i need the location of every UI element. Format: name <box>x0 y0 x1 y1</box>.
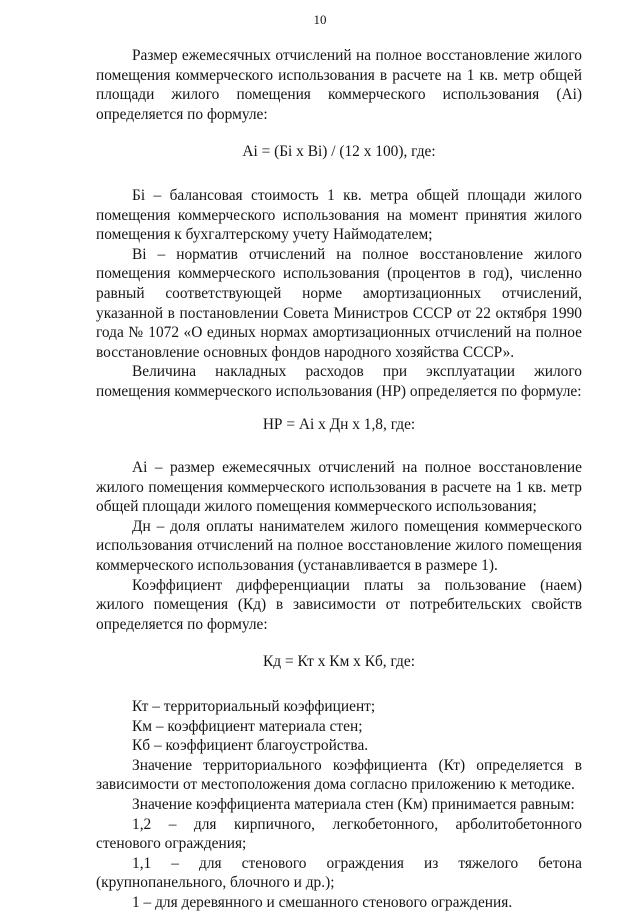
paragraph: Км – коэффициент материала стен; <box>132 717 363 735</box>
paragraph: Дн – доля оплаты нанимателем жилого помещения коммерческого использования отчислений на полное восстановление жилого помещения коммерческого использования (устанавливается в размере 1). <box>96 517 582 575</box>
paragraph: Кб – коэффициент благоустройства. <box>132 737 369 755</box>
paragraph: 1 – для деревянного и смешанного стенового ограждения. <box>132 893 513 911</box>
paragraph: Вi – норматив отчислений на полное восстановление жилого помещения коммерческого использования (процентов в год), численно равный соответствующей норме амортизационных отчислений, указанной в постановлении Совета Министров СССР от 22 октября 1990 года № 1072 «О единых нормах амортизационных отчислений на полное восстановление основных фондов народного хозяйства СССР». <box>96 245 582 361</box>
formula-kd: Кд = Кт х Км х Кб, где: <box>263 653 415 671</box>
paragraph: 1,2 – для кирпичного, легкобетонного, арболитобетонного стенового ограждения; <box>96 815 582 853</box>
paragraph: 1,1 – для стенового ограждения из тяжелого бетона (крупнопанельного, блочного и др.); <box>96 854 582 892</box>
page-number: 10 <box>313 12 327 27</box>
paragraph: Значение коэффициента материала стен (Км) принимается равным: <box>132 796 575 813</box>
paragraph: Значение территориального коэффициента (Кт) определяется в зависимости от местоположения дома согласно приложению к методике. <box>96 756 582 794</box>
paragraph: Аi – размер ежемесячных отчислений на полное восстановление жилого помещения коммерческого использования в расчете на 1 кв. метр общей площади жилого помещения коммерческого использования; <box>96 459 582 516</box>
paragraph: Коэффициент дифференциации платы за пользование (наем) жилого помещения (Кд) в зависимости от потребительских свойств определяется по формуле: <box>96 576 582 633</box>
document-body <box>96 46 582 913</box>
paragraph: Кт – территориальный коэффициент; <box>132 698 376 716</box>
paragraph: Величина накладных расходов при эксплуатации жилого помещения коммерческого использования (НР) определяется по формуле: <box>96 363 582 400</box>
paragraph: Бi – балансовая стоимость 1 кв. метра общей площади жилого помещения коммерческого использования на момент принятия жилого помещения к бухгалтерскому учету Наймодателем; <box>96 186 582 244</box>
formula-hp: НР = Аi х Дн х 1,8, где: <box>262 415 416 433</box>
paragraph: Размер ежемесячных отчислений на полное восстановление жилого помещения коммерческого использования в расчете на 1 кв. метр общей площади жилого помещения коммерческого использования (Аi) определяется по формуле: <box>96 47 582 123</box>
formula-ai: Аi = (Бi x Вi) / (12 x 100), где: <box>242 143 436 161</box>
